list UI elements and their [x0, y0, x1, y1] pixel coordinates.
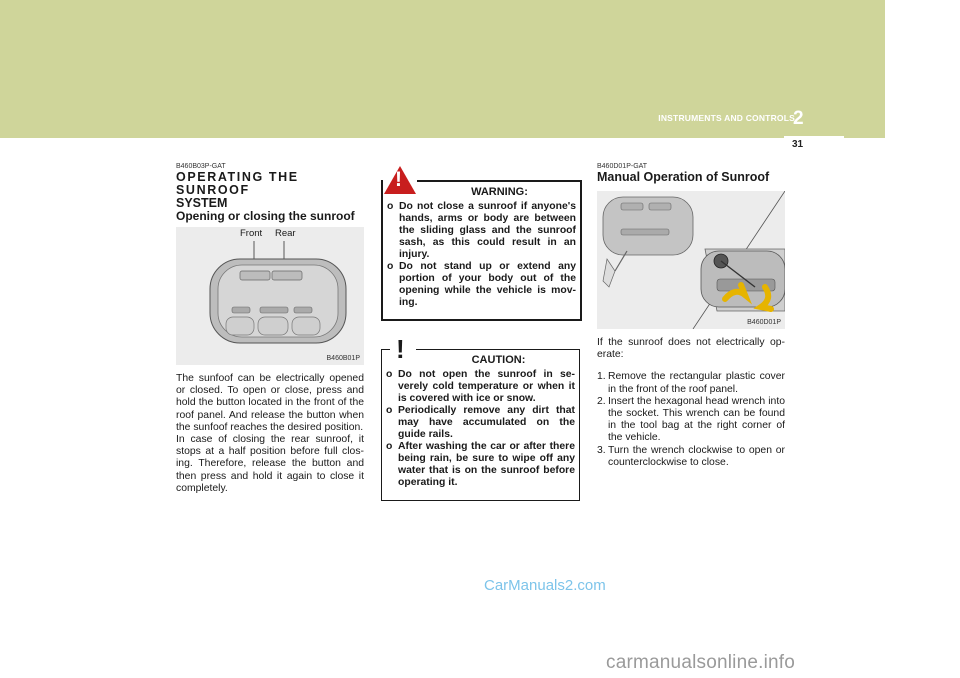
warning-title: WARNING: — [471, 186, 528, 198]
bullet: o — [386, 369, 393, 380]
warning-icon-mark: ! — [395, 168, 402, 191]
label-front: Front — [240, 228, 263, 239]
body-text — [176, 373, 364, 495]
bullet: o — [386, 405, 393, 416]
left-column — [176, 163, 364, 495]
watermark-carmanuals2[interactable]: CarManuals2.com — [484, 577, 606, 594]
bullet: o — [386, 441, 393, 452]
right-column — [597, 163, 785, 469]
section-subheading: Opening or closing the sunroof — [176, 209, 355, 223]
roof-console-illustration — [176, 227, 364, 365]
section-heading-line1: OPERATING THE SUNROOF — [176, 170, 299, 197]
watermark-carmanualsonline[interactable]: carmanualsonline.info — [606, 652, 796, 673]
label-rear: Rear — [275, 228, 296, 239]
section-heading: Manual Operation of Sunroof — [597, 170, 770, 184]
list-item: o Periodically remove any dirt that may have accumulated on the guide rails. — [386, 405, 575, 440]
paragraph: In case of closing the rear sunroof, it stops at a half position before full clos-ing. Therefore, release the button and then press and hold it again to close it completely. — [176, 434, 364, 494]
section-title: INSTRUMENTS AND CONTROLS — [658, 113, 795, 123]
figure-code: B460B01P — [326, 355, 360, 362]
bullet: o — [387, 201, 394, 212]
list-item: o Do not open the sunroof in se-verely cold temperature or when it is covered with ice or snow. — [386, 369, 575, 404]
steps-list — [597, 371, 785, 469]
list-item: o After washing the car or after there being rain, be sure to wipe off any water that is on the sunroof before operating it. — [386, 441, 575, 488]
warning-list — [387, 201, 576, 309]
section-code: B460D01P-GAT — [597, 163, 648, 170]
section-heading-line2: SYSTEM — [176, 196, 228, 210]
wrench-console-illustration — [597, 191, 785, 329]
warning-box — [381, 180, 582, 321]
list-item: o Do not stand up or extend any portion of your body out of the opening while the vehicle is mov-ing. — [387, 261, 576, 308]
list-item: 1. Remove the rectangular plastic cover in the front of the roof panel. — [597, 371, 785, 395]
chapter-number: 2 — [793, 108, 804, 129]
caution-box — [381, 349, 580, 501]
caution-list — [386, 369, 575, 489]
page-number: 31 — [792, 139, 804, 150]
bullet: o — [387, 261, 394, 272]
paragraph: The sunfoof can be electrically opened or closed. To open or close, press and hold the button located in the front of the roof panel. And release the button when the sunfoof reaches the desired position. — [176, 373, 364, 433]
manual-operation-figure — [597, 191, 785, 329]
intro-text: If the sunroof does not electrically op-erate: — [597, 337, 785, 361]
sunroof-switch-figure — [176, 227, 364, 365]
figure-code: B460D01P — [747, 319, 781, 326]
list-item: 3. Turn the wrench clockwise to open or counterclockwise to close. — [597, 444, 785, 468]
caution-title: CAUTION: — [471, 354, 526, 366]
list-item: o Do not close a sunroof if anyone's hands, arms or body are between the sliding glass and the sunroof sash, as this could result in an injury. — [387, 201, 576, 260]
list-item: 2. Insert the hexagonal head wrench into the socket. This wrench can be found in the tool bag at the right corner of the vehicle. — [597, 395, 785, 444]
section-code: B460B03P-GAT — [176, 163, 226, 170]
caution-icon-mark: ! — [396, 334, 405, 364]
